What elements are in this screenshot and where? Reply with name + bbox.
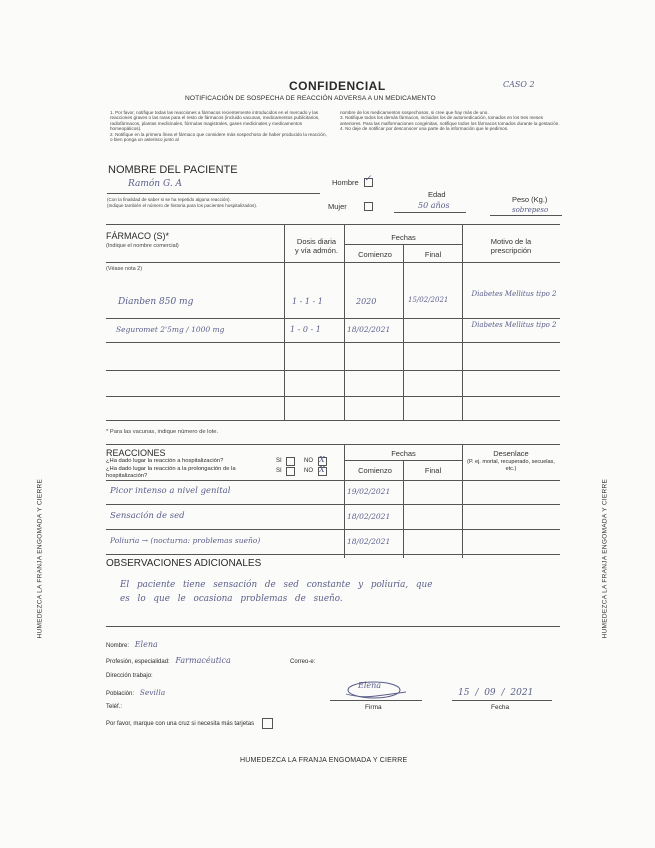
drug-col-subheader: (Indique el nombre comercial) bbox=[106, 243, 179, 249]
hombre-checkmark: ✓ bbox=[364, 174, 372, 184]
dates-col-header: Fechas bbox=[391, 233, 416, 242]
telef-label: Teléf.: bbox=[106, 704, 123, 710]
tarjetas-checkbox[interactable] bbox=[262, 718, 273, 729]
form-subtitle: NOTIFICACIÓN DE SOSPECHA DE REACCIÓN ADVERSA A UN MEDICAMENTO bbox=[185, 95, 436, 102]
patient-name: Ramón G. A bbox=[128, 179, 183, 189]
drug-row-1-dose: 1 - 1 - 1 bbox=[292, 297, 323, 306]
drug-row-2-name: Seguromet 2'5mg / 1000 mg bbox=[116, 325, 225, 334]
patient-section-title: NOMBRE DEL PACIENTE bbox=[108, 164, 238, 176]
reaction-row-1-start: 19/02/2021 bbox=[347, 487, 391, 496]
tarjetas-row: Por favor, marque con una cruz si necesita más tarjetas bbox=[106, 718, 273, 729]
additional-line-1: El paciente tiene sensación de sed constante y poliuria, que bbox=[120, 580, 433, 590]
notifier-city-value: Sevilla bbox=[139, 688, 166, 697]
right-margin-text: HUMEDEZCA LA FRANJA ENGOMADA Y CIERRE bbox=[601, 478, 609, 639]
reason-col-header: Motivo de la prescripción bbox=[490, 237, 532, 255]
reaction-row-2-start: 18/02/2021 bbox=[347, 512, 391, 521]
drug-row-2-reason: Diabetes Mellitus tipo 2 bbox=[471, 321, 557, 329]
notifier-profession-row: Profesión, especialidad: Farmacéutica bbox=[106, 656, 231, 665]
q1-no-mark: X bbox=[319, 455, 325, 464]
reactions-table bbox=[106, 444, 560, 558]
mujer-checkbox[interactable] bbox=[364, 202, 373, 211]
drug-row-2-dose: 1 - 0 - 1 bbox=[290, 325, 321, 334]
drug-col-header: FÁRMACO (S)* bbox=[106, 231, 169, 241]
q1-si-checkbox[interactable] bbox=[286, 457, 295, 466]
reactions-start-header: Comienzo bbox=[358, 466, 392, 475]
drug-row-1-start: 2020 bbox=[356, 297, 377, 306]
edad-value: 50 años bbox=[418, 201, 450, 210]
drug-row-1-name: Dianben 850 mg bbox=[118, 297, 194, 307]
reactions-q2: ¿Ha dado lugar la reacción a la prolongación de la hospitalización? bbox=[106, 466, 236, 479]
dose-col-header: Dosis diaria y vía admón. bbox=[295, 237, 338, 255]
signature-text: Elena bbox=[358, 681, 382, 690]
case-label: CASO 2 bbox=[503, 80, 535, 89]
fecha-value: 15 / 09 / 2021 bbox=[458, 688, 534, 698]
drug-row-1-reason: Diabetes Mellitus tipo 2 bbox=[471, 290, 557, 298]
start-col-header: Comienzo bbox=[358, 250, 392, 259]
notifier-city-row: Población: Sevilla bbox=[106, 688, 166, 697]
instructions-left bbox=[110, 110, 330, 142]
drug-note: (Véase nota 2) bbox=[106, 266, 143, 272]
q2-no-label: NO bbox=[304, 468, 313, 474]
additional-line-2: es lo que le ocasiona problemas de sueño. bbox=[120, 594, 343, 604]
left-margin-text: HUMEDEZCA LA FRANJA ENGOMADA Y CIERRE bbox=[36, 478, 44, 639]
instructions-right bbox=[340, 110, 565, 132]
notifier-profession-value: Farmacéutica bbox=[175, 656, 231, 665]
instruction-1-cont: nombre de los medicamentos sospechosos, si cree que hay más de uno. bbox=[340, 110, 489, 115]
reaction-row-3: Poliuria → (nocturna: problemas sueño) bbox=[110, 536, 261, 545]
instruction-2: 2. Notifique en la primera línea el fármaco que considere más sospechoso de haber producido la reacción, o bien ponga un asterisco junto al bbox=[110, 131, 327, 143]
notifier-name-value: Elena bbox=[134, 640, 158, 649]
instruction-1: 1. Por favor, notifique todas las reacciones a fármacos recientemente introducidos en el mercado y las reacciones graves o las raras para el resto de fármacos (incluido vacunas, medicamentos publicitarios, radiofármacos, plantas medicinales, fórmulas magistrales, gases medicinales y medicamentos homeopáticos). bbox=[110, 110, 320, 132]
hombre-label: Hombre bbox=[332, 178, 359, 187]
additional-title: OBSERVACIONES ADICIONALES bbox=[106, 558, 262, 569]
edad-label: Edad bbox=[428, 190, 446, 199]
vaccine-footnote: * Para las vacunas, indique número de lote. bbox=[106, 429, 219, 435]
peso-value: sobrepeso bbox=[512, 206, 549, 214]
patient-note-2: (Indique también el número de historia para los pacientes hospitalizados). bbox=[107, 203, 258, 208]
reaction-row-1: Picor intenso a nivel genital bbox=[110, 486, 231, 496]
drug-table bbox=[106, 224, 560, 420]
q1-si-label: SI bbox=[276, 458, 282, 464]
bottom-margin-text: HUMEDEZCA LA FRANJA ENGOMADA Y CIERRE bbox=[240, 757, 408, 764]
end-col-header: Final bbox=[424, 250, 442, 259]
reactions-end-header: Final bbox=[424, 466, 442, 475]
patient-note-1: (Con la finalidad de saber si se ha repetido alguna reacción). bbox=[107, 197, 231, 202]
reactions-title: REACCIONES bbox=[106, 448, 166, 458]
notifier-name-row: Nombre: Elena bbox=[106, 640, 158, 649]
reactions-outcome-subheader: (P. ej. mortal, recuperado, secuelas, etc.) bbox=[467, 459, 555, 472]
instruction-4: 4. No deje de notificar por desconocer una parte de la información que le pedimos. bbox=[340, 126, 509, 132]
mujer-label: Mujer bbox=[328, 202, 347, 211]
q2-si-label: SI bbox=[276, 468, 282, 474]
instruction-3: 3. Notifique todos los demás fármacos, incluidos los de automedicación, tomados en los tres meses anteriores. Para las malformaciones congénitas, notifique todos los fármacos tomados durante la gestación. bbox=[340, 115, 560, 126]
correo-label: Correo-e: bbox=[290, 659, 316, 665]
q2-si-checkbox[interactable] bbox=[286, 467, 295, 476]
direccion-label: Dirección trabajo: bbox=[106, 673, 153, 679]
fecha-label: Fecha bbox=[491, 704, 510, 711]
reactions-dates-header: Fechas bbox=[391, 449, 416, 458]
peso-label: Peso (Kg.) bbox=[512, 195, 548, 204]
reaction-row-2: Sensación de sed bbox=[110, 511, 185, 521]
firma-label: Firma bbox=[365, 704, 382, 711]
form-title: CONFIDENCIAL bbox=[289, 79, 386, 93]
q2-no-mark: X bbox=[319, 465, 325, 474]
reactions-q1: ¿Ha dado lugar la reacción a hospitalización? bbox=[106, 458, 224, 464]
drug-row-1-end: 15/02/2021 bbox=[408, 296, 449, 304]
reaction-row-3-start: 18/02/2021 bbox=[347, 537, 391, 546]
reactions-outcome-header: Desenlace bbox=[493, 449, 529, 458]
drug-row-2-start: 18/02/2021 bbox=[347, 325, 391, 334]
q1-no-label: NO bbox=[304, 458, 313, 464]
